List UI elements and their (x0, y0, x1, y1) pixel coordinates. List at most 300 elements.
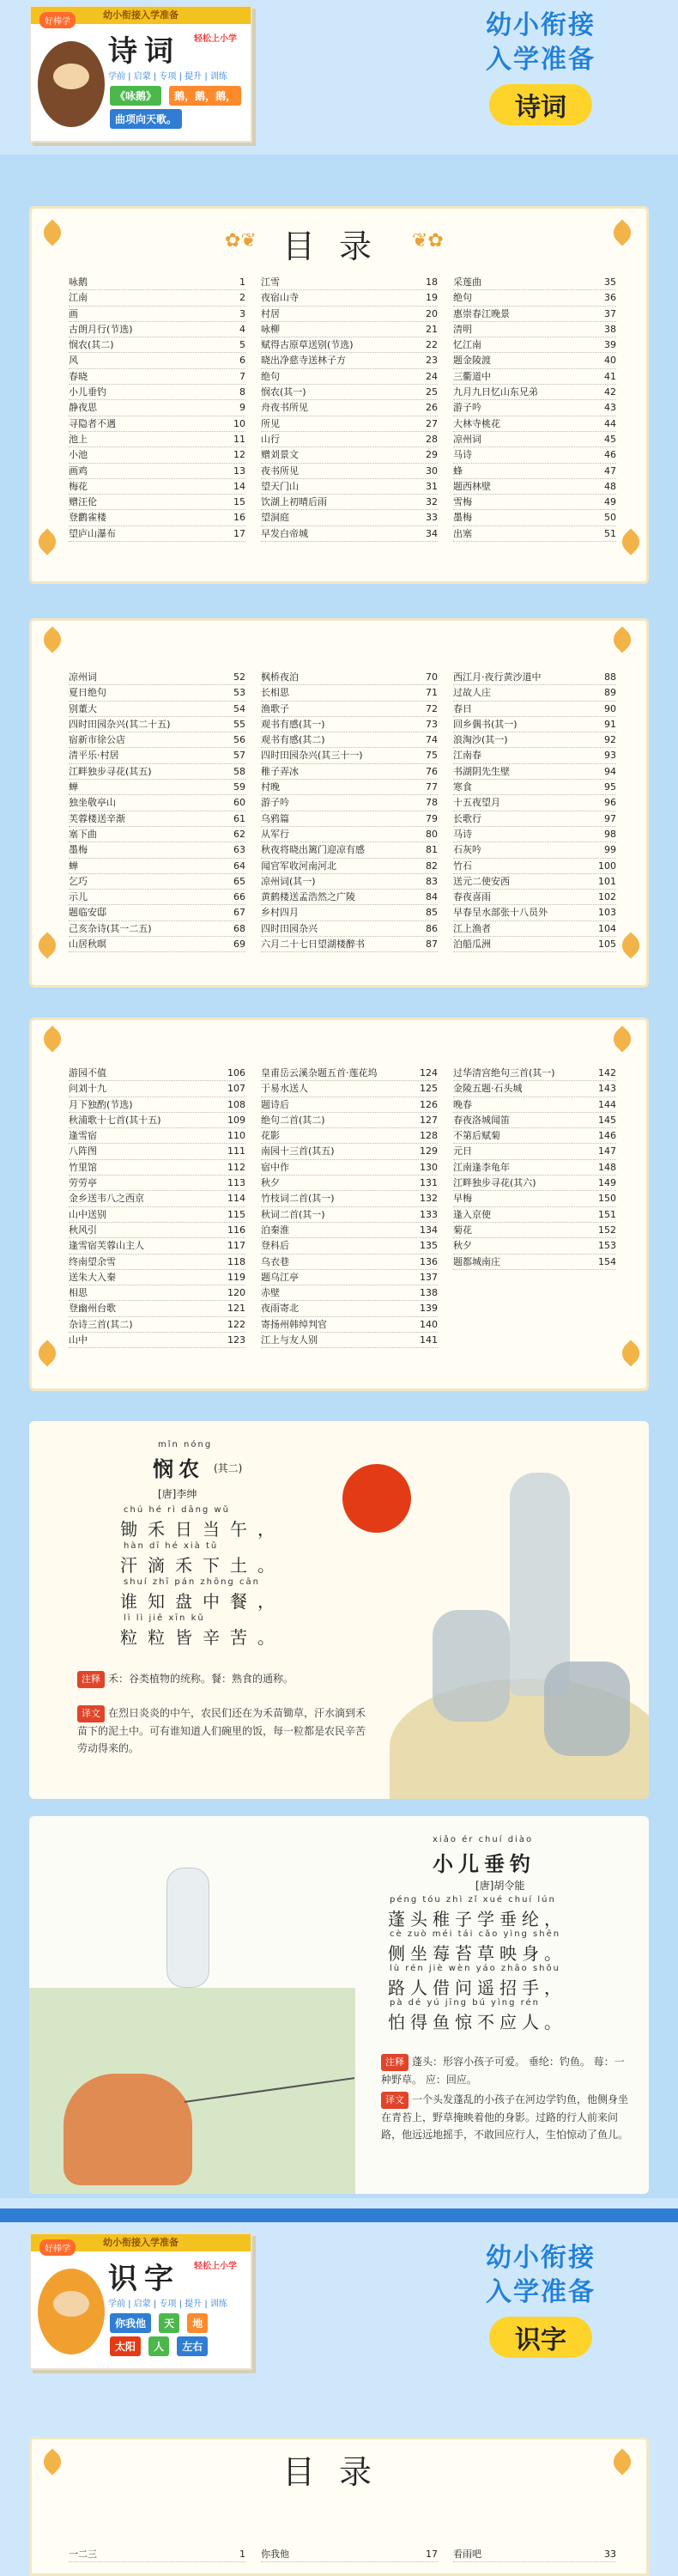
toc-entry[interactable] (453, 859, 616, 874)
toc-entry[interactable] (69, 1270, 245, 1285)
toc-entry[interactable] (261, 702, 438, 717)
toc-entry-page: 57 (233, 750, 245, 762)
toc-entry[interactable] (261, 859, 438, 874)
toc-entry-page: 140 (420, 1318, 438, 1330)
toc-entry[interactable] (261, 1238, 438, 1254)
toc-entry[interactable] (453, 1066, 616, 1081)
toc-entry-title: 乌衣巷 (261, 1255, 289, 1267)
toc-entry[interactable] (261, 670, 438, 685)
toc-entry-title: 春夜洛城闻笛 (453, 1114, 510, 1126)
toc-entry-title: 凉州词 (453, 433, 481, 445)
toc-entry-page: 25 (426, 386, 438, 398)
toc-entry-page: 144 (598, 1098, 616, 1110)
cover-tile: 你我他 (110, 2313, 151, 2333)
toc-entry[interactable] (261, 764, 438, 780)
toc-entry-title: 村居 (261, 307, 280, 319)
toc-entry-page: 123 (227, 1334, 245, 1346)
toc-entry[interactable] (69, 717, 245, 732)
toc-entry-page: 10 (233, 417, 245, 429)
poem-note (381, 2053, 630, 2088)
toc-entry-page: 54 (233, 702, 245, 714)
toc-entry-title: 舟夜书所见 (261, 402, 308, 414)
toc-entry[interactable] (453, 307, 616, 322)
toc-entry[interactable] (453, 764, 616, 780)
toc-entry[interactable] (69, 937, 245, 952)
toc-entry[interactable] (69, 1066, 245, 1081)
toc-entry[interactable] (69, 447, 245, 463)
toc-entry[interactable] (261, 874, 438, 890)
toc-column (69, 2547, 245, 2562)
toc-entry-title: 马诗 (453, 828, 472, 840)
toc-entry-title: 杂诗三首(其二) (69, 1318, 133, 1330)
toc-entry[interactable] (261, 890, 438, 905)
toc-entry[interactable] (453, 748, 616, 763)
toc-entry[interactable] (261, 1144, 438, 1159)
toc-entry-title: 风 (69, 355, 78, 367)
toc-entry-title: 赠汪伦 (69, 496, 97, 508)
toc-entry[interactable] (69, 1113, 245, 1128)
toc-entry-title: 春夜喜雨 (453, 891, 491, 903)
toc-entry[interactable] (453, 275, 616, 290)
toc-title: 目录 (281, 228, 396, 265)
toc-entry-page: 5 (239, 339, 245, 351)
cover-badge: 好棒学 (39, 12, 76, 28)
toc-entry[interactable] (453, 1176, 616, 1191)
toc-entry[interactable] (261, 1160, 438, 1176)
toc-entry[interactable] (69, 780, 245, 795)
toc-entry[interactable] (453, 1128, 616, 1144)
toc-entry[interactable] (69, 495, 245, 510)
toc-entry[interactable] (69, 859, 245, 874)
cover-tile: 《咏鹅》 (110, 86, 161, 106)
toc-entry-page: 24 (426, 370, 438, 382)
cover-tile: 人 (148, 2336, 169, 2356)
toc-entry[interactable] (261, 1333, 438, 1348)
toc-entry-title: 蜂 (453, 465, 463, 477)
toc-entry[interactable] (69, 400, 245, 416)
toc-entry-title: 晚春 (453, 1098, 472, 1110)
toc-entry-page: 87 (426, 939, 438, 951)
toc-entry[interactable] (261, 780, 438, 795)
toc-entry[interactable] (261, 1176, 438, 1191)
toc-entry-page: 142 (598, 1067, 616, 1078)
toc-entry[interactable] (261, 526, 438, 542)
toc-entry[interactable] (261, 1301, 438, 1316)
toc-entry[interactable] (261, 842, 438, 858)
toc-entry-title: 夜书所见 (261, 465, 299, 477)
toc-entry[interactable] (453, 874, 616, 890)
toc-entry-page: 137 (420, 1271, 438, 1283)
toc-entry[interactable] (453, 526, 616, 542)
toc-entry[interactable] (453, 479, 616, 495)
toc-entry-page: 59 (233, 781, 245, 793)
toc-entry-page: 100 (598, 860, 616, 872)
passerby-illustration (166, 1868, 209, 1988)
toc-entry[interactable] (453, 400, 616, 416)
toc-entry-page: 37 (604, 307, 616, 319)
toc-entry-title: 晓出净慈寺送林子方 (261, 355, 346, 367)
toc-entry-page: 111 (227, 1145, 245, 1157)
toc-entry-page: 148 (598, 1161, 616, 1173)
toc-entry-title: 望天门山 (261, 480, 299, 492)
toc-entry[interactable] (261, 275, 438, 290)
toc-entry[interactable] (453, 811, 616, 827)
toc-entry-page: 60 (233, 797, 245, 809)
toc-entry[interactable] (453, 447, 616, 463)
toc-entry-page: 58 (233, 765, 245, 777)
toc-entry[interactable] (261, 1113, 438, 1128)
toc-entry-title: 清明 (453, 323, 472, 335)
toc-entry[interactable] (453, 337, 616, 353)
toc-entry-page: 103 (598, 907, 616, 919)
toc-entry-title: 秋浦歌十七首(其十五) (69, 1114, 161, 1126)
pitch-pill: 识字 (489, 2317, 592, 2358)
toc-entry[interactable] (453, 1238, 616, 1254)
toc-entry[interactable] (453, 921, 616, 937)
toc-entry[interactable] (453, 1144, 616, 1159)
toc-entry-title: 采莲曲 (453, 276, 481, 288)
toc-entry[interactable] (453, 290, 616, 306)
toc-entry[interactable] (261, 337, 438, 353)
toc-entry-title: 饮湖上初晴后雨 (261, 496, 327, 508)
toc-entry[interactable] (69, 1144, 245, 1159)
toc-entry[interactable] (261, 1270, 438, 1285)
toc-entry[interactable] (69, 1223, 245, 1238)
toc-entry[interactable] (261, 921, 438, 937)
toc-entry[interactable] (261, 464, 438, 479)
toc-entry[interactable] (261, 369, 438, 385)
toc-entry-page: 139 (420, 1303, 438, 1315)
toc-entry[interactable] (453, 827, 616, 842)
toc-entry-page: 3 (239, 307, 245, 319)
toc-entry[interactable] (69, 811, 245, 827)
toc-entry[interactable] (69, 385, 245, 400)
toc-entry-page: 8 (239, 386, 245, 398)
toc-entry[interactable] (261, 290, 438, 306)
toc-entry[interactable] (69, 1207, 245, 1223)
toc-entry[interactable] (261, 322, 438, 337)
toc-entry[interactable] (261, 1128, 438, 1144)
toc-entry[interactable] (453, 1160, 616, 1176)
toc-entry-page: 29 (426, 449, 438, 461)
toc-entry-page: 91 (604, 718, 616, 730)
toc-entry[interactable] (453, 795, 616, 811)
toc-entry[interactable] (453, 1081, 616, 1097)
cover-tile: 太阳 (110, 2336, 141, 2356)
poem-line: 侧坐莓苔草映身。 (388, 1943, 566, 1964)
toc-entry[interactable] (453, 1207, 616, 1223)
toc-entry-title: 绝句 (453, 292, 472, 304)
toc-entry[interactable] (261, 685, 438, 701)
maple-leaf-icon (617, 528, 644, 555)
toc-entry[interactable] (261, 717, 438, 732)
line-pinyin: hàn dī hé xià tǔ (124, 1541, 219, 1551)
toc-entry[interactable] (261, 2547, 438, 2562)
toc-entry[interactable] (261, 1207, 438, 1223)
toc-entry[interactable] (261, 479, 438, 495)
toc-entry-page: 133 (420, 1208, 438, 1220)
toc-entry[interactable] (453, 1097, 616, 1113)
toc-entry[interactable] (69, 2547, 245, 2562)
toc-entry[interactable] (261, 400, 438, 416)
toc-entry[interactable] (261, 795, 438, 811)
toc-entry[interactable] (261, 1285, 438, 1301)
toc-entry-page: 125 (420, 1083, 438, 1095)
toc-entry-page: 72 (426, 702, 438, 714)
toc-entry-title: 泊秦淮 (261, 1224, 289, 1236)
toc-entry[interactable] (69, 890, 245, 905)
toc-entry-page: 1 (239, 276, 245, 288)
toc-entry[interactable] (69, 369, 245, 385)
toc-entry[interactable] (453, 937, 616, 952)
toc-entry[interactable] (69, 416, 245, 432)
toc-entry[interactable] (261, 827, 438, 842)
toc-entry[interactable] (453, 842, 616, 858)
toc-entry[interactable] (453, 510, 616, 526)
toc-entry-page: 56 (233, 734, 245, 746)
line-pinyin: lì lì jiē xīn kǔ (124, 1613, 205, 1623)
toc-entry[interactable] (261, 811, 438, 827)
child-fishing-illustration (64, 2074, 192, 2185)
toc-entry[interactable] (453, 1191, 616, 1206)
toc-entry-page: 138 (420, 1287, 438, 1299)
toc-entry-title: 题临安邸 (69, 907, 106, 919)
line-pinyin: péng tóu zhì zǐ xué chuí lún (390, 1895, 556, 1905)
toc-entry[interactable] (69, 1097, 245, 1113)
toc-entry-title: 花影 (261, 1130, 280, 1142)
toc-entry[interactable] (69, 1285, 245, 1301)
toc-entry[interactable] (69, 921, 245, 937)
toc-entry[interactable] (453, 670, 616, 685)
toc-entry[interactable] (69, 842, 245, 858)
toc-entry[interactable] (69, 337, 245, 353)
toc-entry-page: 131 (420, 1177, 438, 1189)
toc-entry[interactable] (261, 495, 438, 510)
toc-entry-page: 149 (598, 1177, 616, 1189)
toc-entry[interactable] (453, 416, 616, 432)
toc-entry-title: 泊船瓜洲 (453, 939, 491, 951)
maple-leaf-icon (33, 528, 60, 555)
toc-entry-page: 115 (227, 1208, 245, 1220)
poem-line: 汗滴禾下土。 (120, 1555, 285, 1576)
toc-entry-title: 宿中作 (261, 1161, 289, 1173)
toc-entry[interactable] (261, 1066, 438, 1081)
toc-entry[interactable] (69, 1238, 245, 1254)
toc-entry-page: 90 (604, 702, 616, 714)
toc-entry[interactable] (453, 1255, 616, 1270)
toc-entry[interactable] (69, 827, 245, 842)
toc-entry[interactable] (261, 385, 438, 400)
toc-entry[interactable] (261, 432, 438, 447)
toc-entry[interactable] (69, 748, 245, 763)
toc-entry[interactable] (69, 1317, 245, 1333)
toc-entry[interactable] (261, 1191, 438, 1206)
toc-entry-page: 49 (604, 496, 616, 508)
flower-deco-icon: ✿❦ (225, 230, 257, 252)
toc-entry[interactable] (453, 890, 616, 905)
toc-entry[interactable] (69, 526, 245, 542)
toc-entry-title: 别董大 (69, 702, 97, 714)
toc-entry-title: 所见 (261, 417, 280, 429)
toc-entry[interactable] (69, 479, 245, 495)
toc-entry[interactable] (69, 510, 245, 526)
toc-entry[interactable] (453, 1113, 616, 1128)
toc-entry[interactable] (69, 702, 245, 717)
toc-entry-page: 67 (233, 907, 245, 919)
toc-entry[interactable] (453, 702, 616, 717)
toc-entry-title: 乡村四月 (261, 907, 299, 919)
translation-text: 一个头发蓬乱的小孩子在河边学钓鱼，他侧身坐在青苔上，野草掩映着他的身影。过路的行人前来问路，他远远地摇手，不敢回应行人，生怕惊动了鱼儿。 (381, 2093, 629, 2141)
toc-entry[interactable] (69, 1255, 245, 1270)
toc-entry-title: 示儿 (69, 891, 88, 903)
toc-entry[interactable] (69, 1191, 245, 1206)
toc-entry[interactable] (69, 1333, 245, 1348)
toc-entry[interactable] (69, 732, 245, 748)
toc-entry[interactable] (69, 1160, 245, 1176)
toc-entry[interactable] (69, 290, 245, 306)
toc-entry-page: 84 (426, 891, 438, 903)
toc-entry-page: 51 (604, 527, 616, 539)
toc-entry-title: 寻隐者不遇 (69, 417, 116, 429)
toc-column (261, 670, 438, 952)
toc-entry-page: 45 (604, 433, 616, 445)
toc-entry-title: 四时田园杂兴 (261, 922, 318, 934)
toc-entry-title: 早发白帝城 (261, 527, 308, 539)
toc-entry-page: 52 (233, 671, 245, 683)
toc-entry[interactable] (261, 307, 438, 322)
toc-entry-page: 63 (233, 844, 245, 856)
toc-entry[interactable] (69, 353, 245, 368)
toc-entry-title: 不第后赋菊 (453, 1130, 500, 1142)
toc-entry[interactable] (261, 1317, 438, 1333)
toc-entry[interactable] (453, 1223, 616, 1238)
maple-leaf-icon (617, 1340, 644, 1366)
toc-entry-page: 75 (426, 750, 438, 762)
toc-entry[interactable] (453, 464, 616, 479)
toc-entry[interactable] (453, 685, 616, 701)
toc-entry[interactable] (261, 1223, 438, 1238)
toc-entry-page: 33 (604, 2549, 616, 2560)
toc-entry[interactable] (261, 905, 438, 920)
title-pinyin: xiǎo ér chuí diào (433, 1835, 534, 1844)
toc-entry-title: 山中 (69, 1334, 88, 1346)
toc-entry[interactable] (69, 275, 245, 290)
toc-entry[interactable] (453, 385, 616, 400)
toc-entry[interactable] (69, 322, 245, 337)
toc-entry-page: 81 (426, 844, 438, 856)
toc-entry-title: 村晚 (261, 781, 280, 793)
toc-entry[interactable] (453, 732, 616, 748)
toc-entry[interactable] (69, 670, 245, 685)
toc-entry[interactable] (453, 495, 616, 510)
toc-entry-page: 85 (426, 907, 438, 919)
toc-entry[interactable] (69, 1081, 245, 1097)
maple-leaf-icon (33, 1340, 60, 1366)
toc-entry[interactable] (261, 510, 438, 526)
toc-entry[interactable] (69, 1301, 245, 1316)
toc-entry-title: 山中送别 (69, 1208, 106, 1220)
toc-entry[interactable] (453, 717, 616, 732)
toc-entry-page: 15 (233, 496, 245, 508)
toc-entry[interactable] (261, 1097, 438, 1113)
toc-entry[interactable] (69, 432, 245, 447)
toc-entry[interactable] (261, 1255, 438, 1270)
toc-entry[interactable] (69, 685, 245, 701)
poem-author: [唐]胡令能 (475, 1880, 525, 1892)
toc-entry[interactable] (69, 307, 245, 322)
toc-entry[interactable] (69, 905, 245, 920)
toc-entry[interactable] (453, 432, 616, 447)
book-cover-literacy (29, 2233, 252, 2370)
cover-top-banner: 幼小衔接入学准备 (31, 7, 251, 24)
poem-line: 怕得鱼惊不应人。 (388, 2012, 566, 2032)
toc-entry-page: 71 (426, 687, 438, 699)
toc-entry[interactable] (261, 748, 438, 763)
toc-entry-title: 江畔独步寻花(其五) (69, 765, 152, 777)
toc-entry[interactable] (261, 1081, 438, 1097)
toc-entry-title: 秋风引 (69, 1224, 97, 1236)
toc-entry[interactable] (453, 780, 616, 795)
toc-entry[interactable] (261, 732, 438, 748)
toc-entry-title: 山居秋暝 (69, 939, 106, 951)
cover-title: 识字 (108, 2262, 180, 2296)
toc-entry-page: 108 (227, 1098, 245, 1110)
toc-entry-page: 121 (227, 1303, 245, 1315)
toc-entry-page: 135 (420, 1240, 438, 1252)
toc-entry[interactable] (69, 1176, 245, 1191)
toc-entry-page: 28 (426, 433, 438, 445)
toc-entry[interactable] (261, 416, 438, 432)
toc-entry-title: 望庐山瀑布 (69, 527, 116, 539)
toc-entry-title: 西江月·夜行黄沙道中 (453, 671, 542, 683)
toc-entry-page: 117 (227, 1240, 245, 1252)
toc-entry-page: 69 (233, 939, 245, 951)
farmer-illustration (433, 1610, 510, 1722)
poem-page-xiaoer (29, 1816, 649, 2194)
toc-entry-page: 31 (426, 480, 438, 492)
translation-label: 译文 (381, 2092, 409, 2109)
toc-entry[interactable] (69, 1128, 245, 1144)
toc-entry-title: 塞下曲 (69, 828, 97, 840)
toc-entry[interactable] (453, 322, 616, 337)
cover-tile: 地 (187, 2313, 208, 2333)
toc-entry-title: 池上 (69, 433, 88, 445)
poem-line: 粒粒皆辛苦。 (120, 1627, 285, 1648)
toc-entry-title: 八阵图 (69, 1145, 97, 1157)
toc-entry-page: 7 (239, 370, 245, 382)
toc-entry[interactable] (453, 905, 616, 920)
poem-line: 锄禾日当午， (120, 1519, 285, 1540)
toc-entry[interactable] (69, 764, 245, 780)
toc-entry[interactable] (453, 369, 616, 385)
toc-entry-page: 26 (426, 402, 438, 414)
toc-entry-page: 128 (420, 1130, 438, 1142)
toc-entry-title: 早梅 (453, 1193, 472, 1205)
lion-mascot-icon (38, 2269, 105, 2354)
toc-entry[interactable] (453, 2547, 616, 2562)
toc-column (261, 2547, 438, 2562)
toc-entry[interactable] (69, 464, 245, 479)
toc-entry[interactable] (261, 353, 438, 368)
toc-entry[interactable] (261, 447, 438, 463)
line-pinyin: shuí zhī pán zhōng cān (124, 1577, 260, 1587)
toc-entry-page: 20 (426, 307, 438, 319)
toc-entry-title: 长相思 (261, 687, 289, 699)
toc-entry[interactable] (453, 353, 616, 368)
toc-entry[interactable] (69, 795, 245, 811)
toc-entry[interactable] (69, 874, 245, 890)
toc-entry[interactable] (261, 937, 438, 952)
